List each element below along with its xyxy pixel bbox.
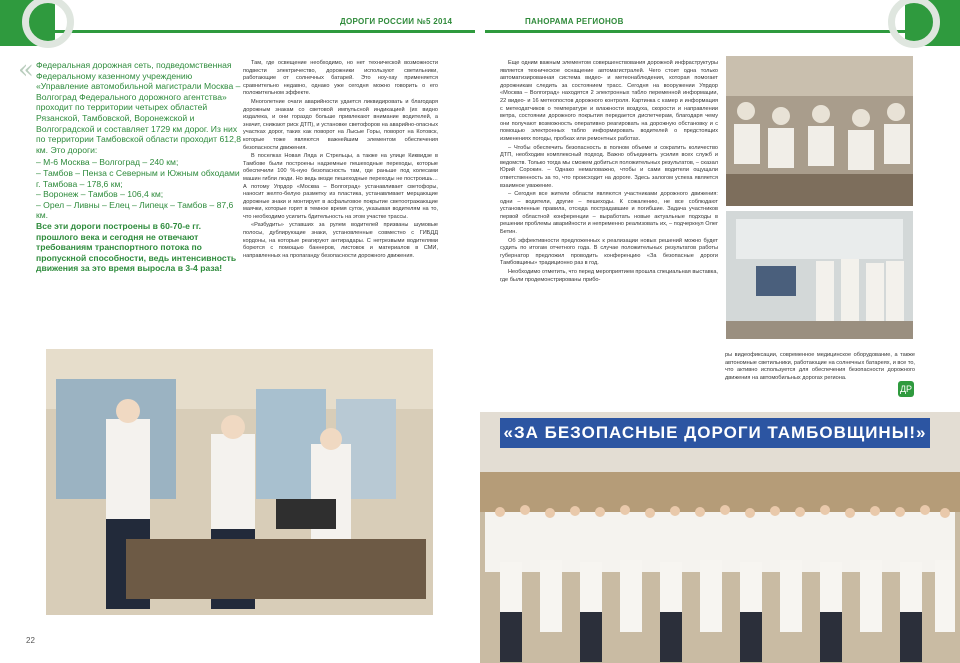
paragraph: Об эффективности предложенных к реализации новых решений можно будет судить по итогам отчетного года. В случае положительных результатов работы губернатор предложил проводить конференцию «За безопасные дороги Тамбовщины» традиционно раз в год. [500, 237, 718, 267]
page-number: 22 [26, 636, 35, 645]
paragraph: ры видеофиксации, современное медицинское оборудование, а также автономные светильники, работающие на солнечных батареях, и все то, что активно используется для обеспечения безопасности дорожного движения на автомобильных дорогах региона. [725, 352, 915, 381]
lead-road-item: – М-6 Москва – Волгоград – 240 км; [36, 157, 179, 168]
lead-block [36, 60, 241, 276]
paragraph: – Сегодня все жители области являются участниками дорожного движения: одни – водители, другие – пешеходы. К сожалению, не все соблюдают установленные правила, отсюда пострадавшие и погибшие. Задача участников первой областной конференции – выработать новые актуальные подходы в решении проблемы аварийности и непременно реализовать их, – подчеркнул Олег Бетин. [500, 191, 718, 236]
conference-stage-photo [726, 211, 913, 339]
lead-intro: Федеральная дорожная сеть, подведомственная Федеральному казенному учреждению «Управление автомобильной магистрали Москва – Волгоград Федерального дорожного агентства» проходит по территории четырех областей Рязанской, Тамбовской, Воронежской и Волгоградской и составляет 1729 км дорог. Из них по территории Тамбовской области проходит 612,8 км. Это дороги: [36, 60, 242, 155]
paragraph: – Чтобы обеспечить безопасность в полном объеме и сократить количество ДТП, необходим комплексный подход. Важно объединить усилия всех служб и ведомств. Только тогда мы сможем добиться положительных результатов, – сказал Юрий Сорокин. – Однако немаловажно, чтобы и сами водители ощущали ответственность за то, что происходит на дороге. Здесь залогом успеха является взаимное уважение. [500, 144, 718, 189]
road-safety-exhibition-photo [46, 349, 433, 615]
lead-outro: Все эти дороги построены в 60-70-е гг. прошлого века и сегодня не отвечают требованиям транспортного потока по пропускной способности, ведь интенсивность движения за это время выросла в 3-4 раза! [36, 220, 237, 274]
lead-road-item: – Орел – Ливны – Елец – Липецк – Тамбов – 87,6 км. [36, 199, 234, 221]
conference-banner: «ЗА БЕЗОПАСНЫЕ ДОРОГИ ТАМБОВЩИНЫ!» [500, 418, 930, 448]
paragraph: В поселках Новая Ляда и Стрельцы, а также на улице Киквидзе в Тамбове были построены надземные пешеходные переходы, которые обеспечили 100 %-ную безопасность там, где раньше под колесами машин гибли люди. Но ведь везде пешеходные переходы не построишь… А потому Упрдор «Москва – Волгоград» устанавливает светофоры, наносит желто-белую разметку из пластика, устанавливает мерцающие дорожные знаки и монтирует в асфальтовое покрытие светоотражающие маячки, которые горят в темное время суток, указывая водителям на то, что необходимо усилить бдительность на этом участке трассы. [243, 153, 438, 220]
article-column-2 [500, 60, 718, 285]
header-rule-right [485, 30, 905, 33]
conference-audience-photo [726, 56, 913, 206]
end-of-article-logo-icon: ДР [898, 381, 914, 397]
group-photo-participants [480, 412, 960, 663]
lead-road-list [36, 157, 241, 221]
magazine-logo-left-icon [22, 0, 74, 48]
paragraph: Многолетние очаги аварийности удается ликвидировать и благодаря дорожным знакам со световой импульсной индикацией (их видно издалека, и они гораздо больше привлекают внимание водителей, а значит, снижают риск ДТП), и установке светофоров на аварийно-опасных участках дорог, таких как поворот на Лысые Горы, поворот на Котовск, которые тоже являются важнейшим элементом обеспечения безопасности движения. [243, 98, 438, 151]
paragraph: Необходимо отметить, что перед мероприятием прошла специальная выставка, где были продемонстрированы прибо- [500, 269, 718, 283]
header-right-title: ПАНОРАМА РЕГИОНОВ [525, 17, 624, 26]
paragraph: «Разбудить» уставших за рулем водителей призваны шумовые полосы, дублирующие знаки, установленные совместно с ГИБДД кордоны, на которые реагируют антирадары. С нетрезвыми водителями борются с помощью баннеров, листовок и материалов в СМИ, направленных на пропаганду безопасности дорожного движения. [243, 222, 438, 259]
article-column-3 [725, 352, 915, 383]
header-left-title: ДОРОГИ РОССИИ №5 2014 [340, 17, 453, 26]
paragraph: Там, где освещение необходимо, но нет технической возможности подвести электричество, дорожники используют светильники, работающие от солнечных батарей. Это ноу-хау применяется сравнительно недавно, однако уже сегодня можно говорить о его положительном эффекте. [243, 60, 438, 97]
header-band [0, 0, 960, 40]
lead-road-item: – Воронеж – Тамбов – 106,4 км; [36, 189, 164, 200]
quote-mark-icon: « [18, 55, 34, 85]
paragraph: Еще одним важным элементом совершенствования дорожной инфраструктуры является техническое оснащение автомагистралей. Чего стоит одна только автоматизированная система видео- и метеонаблюдения, которая помогает дорожникам следить за состоянием трасс. Сегодня на вооружении Упрдор «Москва – Волгоград» находятся 2 электронных табло переменной информации, 22 видео- и 16 метеопостов дорожного контроля. Картинка с камер и информация с метеодатчиков о температуре и влажности воздуха, скорости и направлении ветра, состоянии дорожного покрытия передается диспетчерам, благодаря чему они получают возможность оперативно реагировать на дорожную обстановку и с помощью электронных табло информировать водителей о предстоящих изменениях погоды, пробках или ремонтных работах. [500, 60, 718, 142]
article-column-1 [243, 60, 438, 261]
header-rule-left [55, 30, 475, 33]
lead-road-item: – Тамбов – Пенза с Северным и Южным обходами г. Тамбова – 178,6 км; [36, 167, 240, 189]
